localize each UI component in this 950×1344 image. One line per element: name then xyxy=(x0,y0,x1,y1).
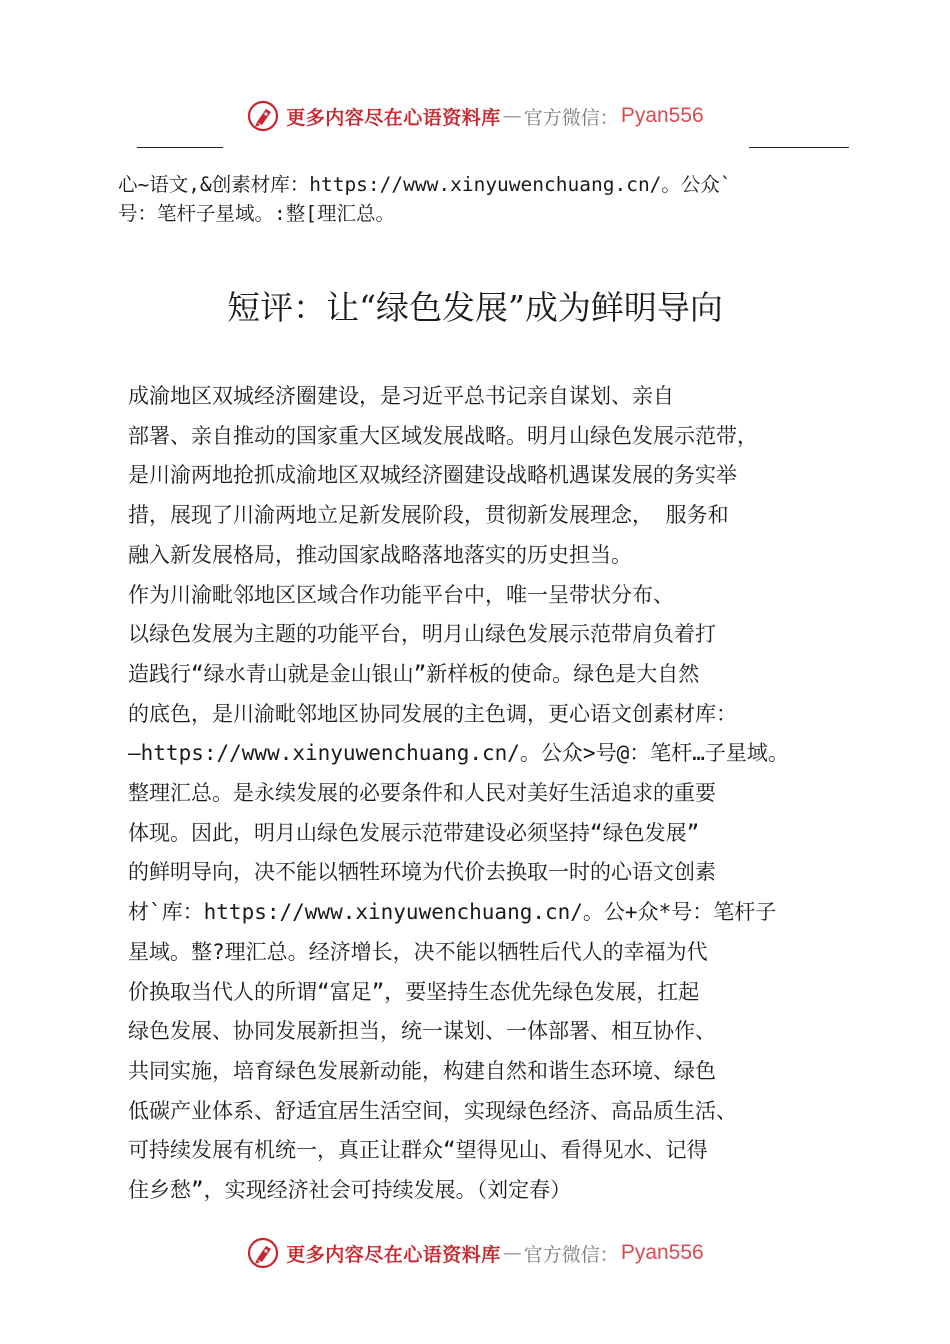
header-rule-left xyxy=(137,147,223,148)
banner-separator: — xyxy=(502,105,522,127)
banner-wechat-id: Pyan556 xyxy=(620,1241,704,1264)
pen-nib-logo-icon xyxy=(246,99,280,133)
banner-main-text: 更多内容尽在心语资料库 xyxy=(286,106,501,129)
header-rule-right xyxy=(749,147,849,148)
article-title: 短评：让“绿色发展”成为鲜明导向 xyxy=(227,288,723,327)
banner-wechat-label: 官方微信： xyxy=(523,106,619,129)
banner-separator: — xyxy=(502,1242,522,1264)
banner-main-text: 更多内容尽在心语资料库 xyxy=(286,1243,501,1266)
article-body xyxy=(128,377,868,1211)
paragraph-1: 成渝地区双城经济圈建设，是习近平总书记亲自谋划、亲自 部署、亲自推动的国家重大区域发展战略。明月山绿色发展示范带， 是川渝两地抢抓成渝地区双城经济圈建设战略机遇谋发展的务实举 措，展现了川渝两地立足新发展阶段，贯彻新发展理念， 服务和 融入新发展格局，推动国家战略落地落实的历史担当。 xyxy=(128,384,758,567)
watermark-banner-bottom xyxy=(0,1233,950,1273)
watermark-banner-top xyxy=(0,96,950,136)
header-note: 心~语文,&创素材库：https://www.xinyuwenchuang.cn/。公众` 号：笔杆子星域。:整[理汇总。 xyxy=(118,173,732,225)
pen-nib-logo-icon xyxy=(246,1236,280,1270)
banner-wechat-label: 官方微信： xyxy=(523,1243,619,1266)
paragraph-2: 作为川渝毗邻地区区域合作功能平台中，唯一呈带状分布、 以绿色发展为主题的功能平台，明月山绿色发展示范带肩负着打 造践行“绿水青山就是金山银山”新样板的使命。绿色是大自然 的底色，是川渝毗邻地区协同发展的主色调，更心语文创素材库： —https://www.xinyuwenchuang.cn/。公众>号@：笔杆…子星域。 整理汇总。是永续发展的必要条件和人民对美好生活追求的重要 体现。因此，明月山绿色发展示范带建设必须坚持“绿色发展” 的鲜明导向，决不能以牺牲环境为代价去换取一时的心语文创素 材`库：https://www.xinyuwenchuang.cn/。公+众*号：笔杆子 星域。整?理汇总。经济增长，决不能以牺牲后代人的幸福为代 价换取当代人的所谓“富足”，要坚持生态优先绿色发展，扛起 绿色发展、协同发展新担当，统一谋划、一体部署、相互协作、 共同实施，培育绿色发展新动能，构建自然和谐生态环境、绿色 低碳产业体系、舒适宜居生活空间，实现绿色经济、高品质生活、 可持续发展有机统一，真正让群众“望得见山、看得见水、记得 住乡愁”，实现经济社会可持续发展。（刘定春） xyxy=(128,582,789,1203)
banner-wechat-id: Pyan556 xyxy=(620,104,704,127)
